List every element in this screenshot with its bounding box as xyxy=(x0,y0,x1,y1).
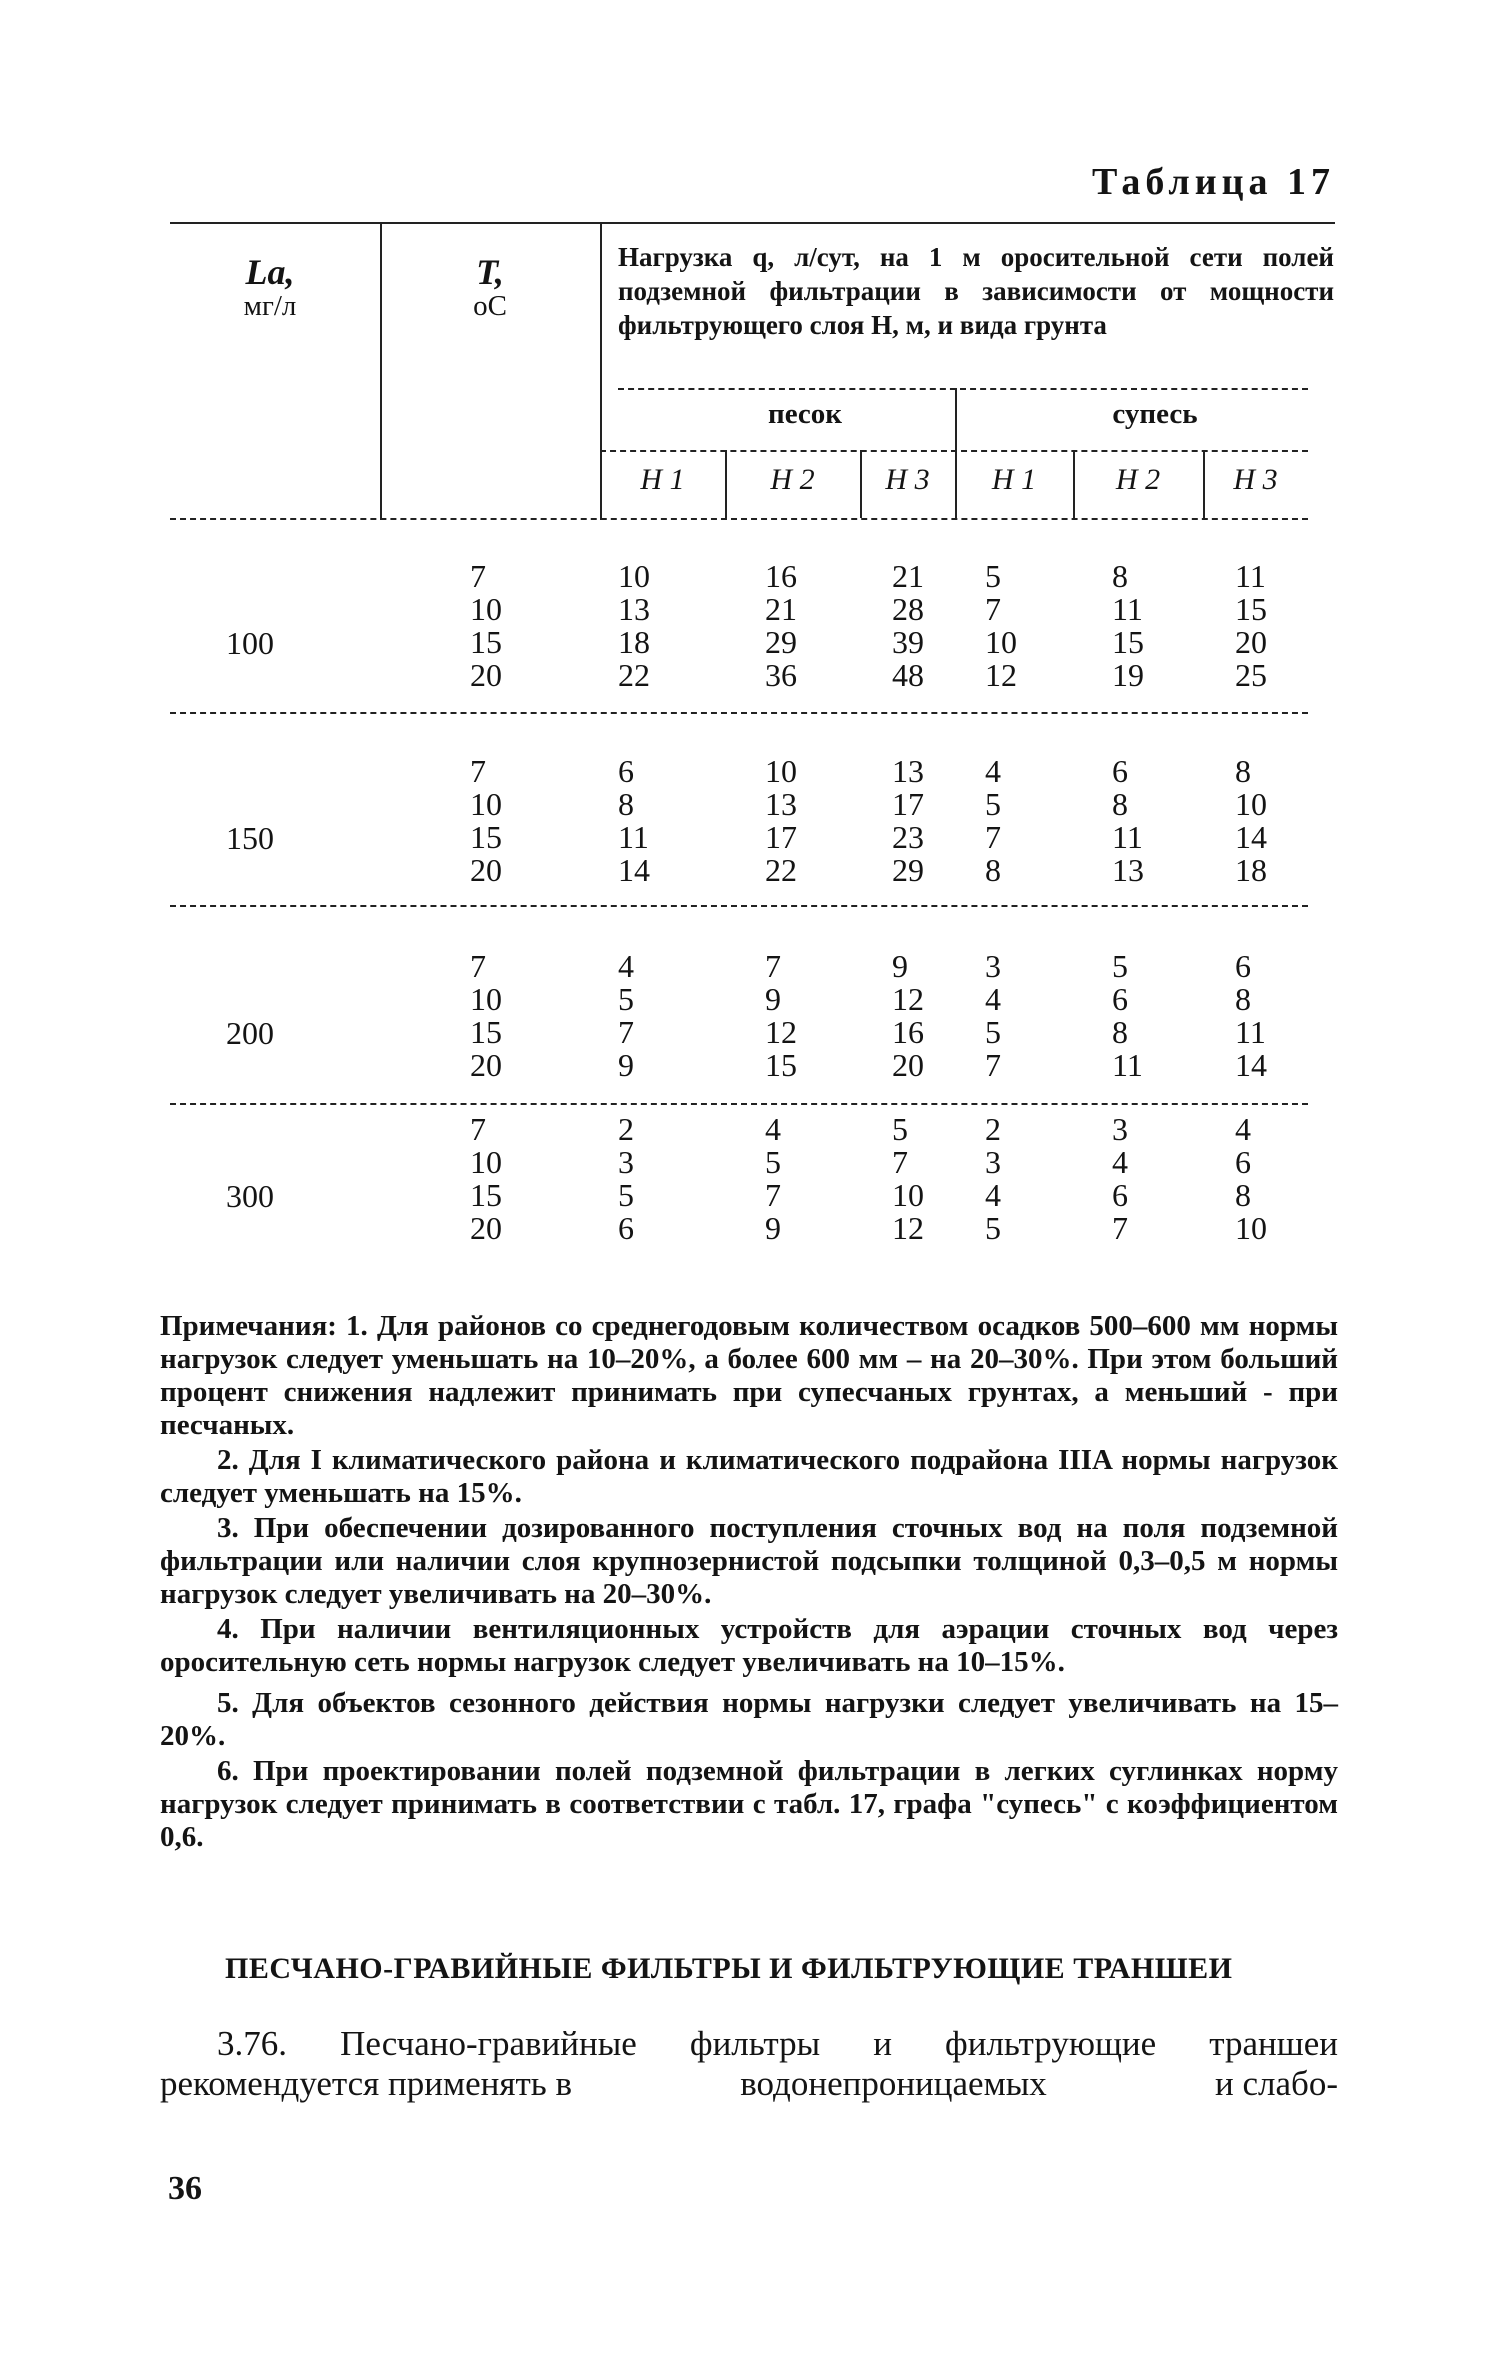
group-sand: песок xyxy=(767,398,842,430)
cell-h2-loam: 3 4 6 7 xyxy=(1112,1111,1128,1246)
paragraph-line-2-part-3: и слабо- xyxy=(1215,2064,1338,2103)
section-heading: ПЕСЧАНО-ГРАВИЙНЫЕ ФИЛЬТРЫ И ФИЛЬТРУЮЩИЕ ТРАНШЕИ xyxy=(225,1952,1233,1985)
note-3: 3. При обеспечении дозированного поступления сточных вод на поля подземной фильтрации или наличии слоя крупнозернистой подсыпки толщиной 0,3–0,5 м нормы нагрузок следует увеличивать на 20–30%. xyxy=(160,1512,1338,1610)
cell-h2-sand: 16 21 29 36 xyxy=(765,558,797,693)
t-values: 7 10 15 20 xyxy=(470,948,502,1083)
t-values: 7 10 15 20 xyxy=(470,753,502,888)
header-t xyxy=(390,252,590,323)
note-5: 5. Для объектов сезонного действия нормы нагрузки следует увеличивать на 15–20%. xyxy=(160,1687,1338,1752)
subheader-h1-loam: H 1 xyxy=(991,463,1037,496)
subheader-h3-loam: H 3 xyxy=(1233,463,1278,496)
block-separator xyxy=(170,1103,1308,1105)
cell-h1-loam: 3 4 5 7 xyxy=(985,948,1001,1083)
cell-h3-sand: 9 12 16 20 xyxy=(892,948,924,1083)
cell-h3-loam: 8 10 14 18 xyxy=(1235,753,1267,888)
subheader-h2-loam: H 2 xyxy=(1115,463,1161,496)
group-sandy-loam: супесь xyxy=(1112,398,1198,430)
page-number: 36 xyxy=(168,2170,202,2207)
header-la-symbol: La, xyxy=(245,252,295,292)
body-paragraph xyxy=(160,2024,1338,2104)
cell-h2-loam: 5 6 8 11 xyxy=(1112,948,1143,1083)
cell-h3-sand: 13 17 23 29 xyxy=(892,753,924,888)
cell-h2-loam: 6 8 11 13 xyxy=(1112,753,1144,888)
header-la-unit: мг/л xyxy=(243,290,297,322)
paragraph-line-2-part-2: водонепроницаемых xyxy=(740,2064,1047,2103)
cell-h1-sand: 6 8 11 14 xyxy=(618,753,650,888)
paragraph-line-2 xyxy=(160,2064,1338,2104)
la-value: 150 xyxy=(226,820,274,856)
subheader-h1-sand: H 1 xyxy=(640,463,685,496)
subheader-top-rule xyxy=(600,450,1308,452)
header-divider-1 xyxy=(380,222,382,520)
la-value: 300 xyxy=(226,1178,274,1214)
table-notes xyxy=(160,1310,1338,1856)
header-bottom-rule xyxy=(170,518,1308,520)
header-load: Нагрузка q, л/сут, на 1 м оросительной сети полей подземной фильтрации в зависимости от мощности фильтрующего слоя H, м, и вида грунта xyxy=(618,242,1334,340)
note-1: Примечания: 1. Для районов со среднегодовым количеством осадков 500–600 мм нормы нагрузок следует уменьшать на 10–20%, а более 600 мм – на 20–30%. При этом больший процент снижения надлежит принимать при супесчаных грунтах, а меньший - при песчаных. xyxy=(160,1310,1338,1441)
cell-h2-sand: 10 13 17 22 xyxy=(765,753,797,888)
cell-h1-sand: 10 13 18 22 xyxy=(618,558,650,693)
table-caption: Таблица 17 xyxy=(1091,161,1335,203)
cell-h2-sand: 4 5 7 9 xyxy=(765,1111,781,1246)
table-top-rule xyxy=(170,222,1335,224)
cell-h2-loam: 8 11 15 19 xyxy=(1112,558,1144,693)
cell-h1-sand: 4 5 7 9 xyxy=(618,948,634,1083)
note-6: 6. При проектировании полей подземной фильтрации в легких суглинках норму нагрузок следует принимать в соответствии с табл. 17, графа "супесь" с коэффициентом 0,6. xyxy=(160,1755,1338,1853)
cell-h3-loam: 6 8 11 14 xyxy=(1235,948,1267,1083)
cell-h3-loam: 11 15 20 25 xyxy=(1235,558,1267,693)
group-divider xyxy=(955,388,957,518)
block-separator xyxy=(170,905,1308,907)
group-rule xyxy=(618,388,1308,390)
header-t-unit: оС xyxy=(473,290,507,322)
subheader-h2-sand: H 2 xyxy=(770,463,815,496)
paragraph-line-2-part-1: рекомендуется применять в xyxy=(160,2064,573,2103)
note-2: 2. Для I климатического района и климатического подрайона IIIA нормы нагрузок следует уменьшать на 15%. xyxy=(160,1444,1338,1509)
block-separator xyxy=(170,712,1308,714)
t-values: 7 10 15 20 xyxy=(470,558,502,693)
subheader-h3-sand: H 3 xyxy=(885,463,930,496)
header-la xyxy=(170,252,370,323)
cell-h3-sand: 21 28 39 48 xyxy=(892,558,924,693)
cell-h1-sand: 2 3 5 6 xyxy=(618,1111,634,1246)
cell-h3-sand: 5 7 10 12 xyxy=(892,1111,924,1246)
cell-h1-loam: 5 7 10 12 xyxy=(985,558,1017,693)
cell-h3-loam: 4 6 8 10 xyxy=(1235,1111,1267,1246)
la-value: 200 xyxy=(226,1015,274,1051)
paragraph-line-1: 3.76. Песчано-гравийные фильтры и фильтрующие траншеи xyxy=(217,2024,1338,2063)
t-values: 7 10 15 20 xyxy=(470,1111,502,1246)
note-4: 4. При наличии вентиляционных устройств для аэрации сточных вод через оросительную сеть нормы нагрузок следует увеличивать на 10–15%. xyxy=(160,1613,1338,1678)
cell-h1-loam: 4 5 7 8 xyxy=(985,753,1001,888)
header-t-symbol: T, xyxy=(476,252,504,292)
la-value: 100 xyxy=(226,625,274,661)
cell-h2-sand: 7 9 12 15 xyxy=(765,948,797,1083)
cell-h1-loam: 2 3 4 5 xyxy=(985,1111,1001,1246)
